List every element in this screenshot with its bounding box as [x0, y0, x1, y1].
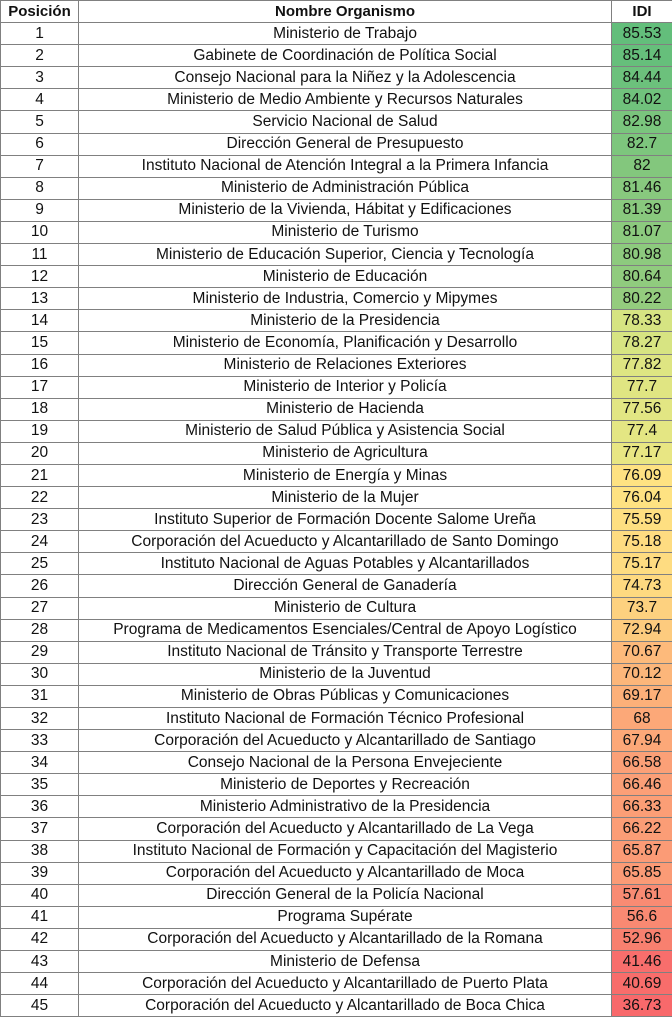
row-organism-name: Ministerio de Trabajo — [79, 23, 612, 45]
table-row — [1, 221, 672, 243]
row-idi-value: 40.69 — [612, 973, 672, 995]
row-position: 5 — [1, 111, 79, 133]
row-position: 3 — [1, 67, 79, 89]
row-idi-value: 41.46 — [612, 951, 672, 973]
row-idi-value: 36.73 — [612, 995, 672, 1017]
row-organism-name: Ministerio de Medio Ambiente y Recursos Naturales — [79, 89, 612, 111]
row-idi-value: 77.82 — [612, 354, 672, 376]
row-organism-name: Ministerio de Relaciones Exteriores — [79, 354, 612, 376]
table-row — [1, 332, 672, 354]
row-organism-name: Corporación del Acueducto y Alcantarillado de Santiago — [79, 730, 612, 752]
table-row — [1, 752, 672, 774]
row-idi-value: 52.96 — [612, 928, 672, 950]
row-organism-name: Programa Supérate — [79, 906, 612, 928]
row-idi-value: 68 — [612, 708, 672, 730]
row-idi-value: 75.17 — [612, 553, 672, 575]
table-row — [1, 575, 672, 597]
table-row — [1, 354, 672, 376]
row-organism-name: Ministerio de Salud Pública y Asistencia Social — [79, 420, 612, 442]
row-idi-value: 84.02 — [612, 89, 672, 111]
row-idi-value: 65.87 — [612, 840, 672, 862]
row-position: 9 — [1, 199, 79, 221]
table-row — [1, 266, 672, 288]
row-organism-name: Ministerio Administrativo de la Presidencia — [79, 796, 612, 818]
row-organism-name: Corporación del Acueducto y Alcantarillado de la Romana — [79, 928, 612, 950]
table-row — [1, 619, 672, 641]
row-position: 18 — [1, 398, 79, 420]
row-idi-value: 66.22 — [612, 818, 672, 840]
row-idi-value: 78.27 — [612, 332, 672, 354]
table-row — [1, 376, 672, 398]
row-organism-name: Ministerio de Turismo — [79, 221, 612, 243]
table-row — [1, 509, 672, 531]
table-row — [1, 244, 672, 266]
table-row — [1, 862, 672, 884]
row-idi-value: 80.22 — [612, 288, 672, 310]
header-row — [1, 1, 672, 23]
table-row — [1, 818, 672, 840]
row-position: 13 — [1, 288, 79, 310]
row-position: 44 — [1, 973, 79, 995]
row-organism-name: Ministerio de la Juventud — [79, 663, 612, 685]
row-position: 24 — [1, 531, 79, 553]
row-organism-name: Instituto Nacional de Formación Técnico Profesional — [79, 708, 612, 730]
row-position: 32 — [1, 708, 79, 730]
row-idi-value: 70.12 — [612, 663, 672, 685]
table-row — [1, 133, 672, 155]
row-position: 43 — [1, 951, 79, 973]
row-organism-name: Ministerio de Educación Superior, Ciencia y Tecnología — [79, 244, 612, 266]
row-position: 7 — [1, 155, 79, 177]
row-idi-value: 82.7 — [612, 133, 672, 155]
row-idi-value: 69.17 — [612, 685, 672, 707]
row-idi-value: 73.7 — [612, 597, 672, 619]
row-idi-value: 74.73 — [612, 575, 672, 597]
header-organism-name: Nombre Organismo — [79, 1, 612, 23]
row-position: 2 — [1, 45, 79, 67]
row-organism-name: Ministerio de Administración Pública — [79, 177, 612, 199]
row-position: 26 — [1, 575, 79, 597]
row-organism-name: Instituto Nacional de Aguas Potables y Alcantarillados — [79, 553, 612, 575]
row-position: 12 — [1, 266, 79, 288]
row-position: 40 — [1, 884, 79, 906]
row-position: 27 — [1, 597, 79, 619]
row-position: 10 — [1, 221, 79, 243]
row-idi-value: 66.33 — [612, 796, 672, 818]
row-organism-name: Dirección General de Ganadería — [79, 575, 612, 597]
row-position: 14 — [1, 310, 79, 332]
row-position: 34 — [1, 752, 79, 774]
row-organism-name: Ministerio de Industria, Comercio y Mipymes — [79, 288, 612, 310]
row-position: 39 — [1, 862, 79, 884]
row-idi-value: 84.44 — [612, 67, 672, 89]
row-position: 35 — [1, 774, 79, 796]
row-organism-name: Corporación del Acueducto y Alcantarillado de Puerto Plata — [79, 973, 612, 995]
table-row — [1, 23, 672, 45]
table-row — [1, 708, 672, 730]
row-idi-value: 77.7 — [612, 376, 672, 398]
row-position: 31 — [1, 685, 79, 707]
table-header — [1, 1, 672, 23]
row-idi-value: 72.94 — [612, 619, 672, 641]
row-idi-value: 70.67 — [612, 641, 672, 663]
table-row — [1, 420, 672, 442]
row-idi-value: 85.53 — [612, 23, 672, 45]
table-row — [1, 641, 672, 663]
row-organism-name: Instituto Superior de Formación Docente Salome Ureña — [79, 509, 612, 531]
row-position: 6 — [1, 133, 79, 155]
row-position: 41 — [1, 906, 79, 928]
row-organism-name: Ministerio de Deportes y Recreación — [79, 774, 612, 796]
row-organism-name: Ministerio de la Presidencia — [79, 310, 612, 332]
row-organism-name: Dirección General de Presupuesto — [79, 133, 612, 155]
row-organism-name: Ministerio de Agricultura — [79, 442, 612, 464]
row-position: 23 — [1, 509, 79, 531]
table-row — [1, 597, 672, 619]
row-idi-value: 57.61 — [612, 884, 672, 906]
row-organism-name: Ministerio de Educación — [79, 266, 612, 288]
table-row — [1, 464, 672, 486]
row-idi-value: 80.64 — [612, 266, 672, 288]
row-position: 25 — [1, 553, 79, 575]
table-row — [1, 995, 672, 1017]
row-position: 42 — [1, 928, 79, 950]
table-row — [1, 487, 672, 509]
table-row — [1, 531, 672, 553]
table-row — [1, 973, 672, 995]
row-organism-name: Servicio Nacional de Salud — [79, 111, 612, 133]
row-organism-name: Ministerio de Energía y Minas — [79, 464, 612, 486]
row-organism-name: Ministerio de la Vivienda, Hábitat y Edificaciones — [79, 199, 612, 221]
row-position: 22 — [1, 487, 79, 509]
row-idi-value: 85.14 — [612, 45, 672, 67]
row-idi-value: 81.39 — [612, 199, 672, 221]
row-organism-name: Ministerio de Economía, Planificación y Desarrollo — [79, 332, 612, 354]
table-row — [1, 89, 672, 111]
row-position: 17 — [1, 376, 79, 398]
table-row — [1, 663, 672, 685]
row-idi-value: 76.04 — [612, 487, 672, 509]
row-organism-name: Instituto Nacional de Formación y Capacitación del Magisterio — [79, 840, 612, 862]
table-row — [1, 199, 672, 221]
table-row — [1, 840, 672, 862]
row-organism-name: Ministerio de la Mujer — [79, 487, 612, 509]
row-organism-name: Ministerio de Interior y Policía — [79, 376, 612, 398]
table-row — [1, 906, 672, 928]
table-row — [1, 796, 672, 818]
table-row — [1, 442, 672, 464]
row-position: 37 — [1, 818, 79, 840]
table-row — [1, 685, 672, 707]
row-position: 8 — [1, 177, 79, 199]
table-row — [1, 928, 672, 950]
table-row — [1, 288, 672, 310]
table-row — [1, 45, 672, 67]
row-idi-value: 80.98 — [612, 244, 672, 266]
row-organism-name: Corporación del Acueducto y Alcantarillado de Santo Domingo — [79, 531, 612, 553]
row-organism-name: Ministerio de Obras Públicas y Comunicaciones — [79, 685, 612, 707]
row-organism-name: Corporación del Acueducto y Alcantarillado de Moca — [79, 862, 612, 884]
row-organism-name: Programa de Medicamentos Esenciales/Central de Apoyo Logístico — [79, 619, 612, 641]
row-idi-value: 75.59 — [612, 509, 672, 531]
row-position: 21 — [1, 464, 79, 486]
row-organism-name: Instituto Nacional de Tránsito y Transporte Terrestre — [79, 641, 612, 663]
row-organism-name: Ministerio de Defensa — [79, 951, 612, 973]
row-position: 4 — [1, 89, 79, 111]
row-position: 30 — [1, 663, 79, 685]
row-position: 11 — [1, 244, 79, 266]
row-idi-value: 66.58 — [612, 752, 672, 774]
header-position: Posición — [1, 1, 79, 23]
row-idi-value: 65.85 — [612, 862, 672, 884]
table-row — [1, 155, 672, 177]
row-idi-value: 82 — [612, 155, 672, 177]
row-position: 38 — [1, 840, 79, 862]
row-idi-value: 77.56 — [612, 398, 672, 420]
row-organism-name: Corporación del Acueducto y Alcantarillado de La Vega — [79, 818, 612, 840]
row-organism-name: Consejo Nacional para la Niñez y la Adolescencia — [79, 67, 612, 89]
row-organism-name: Ministerio de Hacienda — [79, 398, 612, 420]
table-row — [1, 111, 672, 133]
table-row — [1, 553, 672, 575]
row-idi-value: 77.17 — [612, 442, 672, 464]
table-row — [1, 774, 672, 796]
row-organism-name: Ministerio de Cultura — [79, 597, 612, 619]
row-idi-value: 81.46 — [612, 177, 672, 199]
row-idi-value: 66.46 — [612, 774, 672, 796]
row-idi-value: 81.07 — [612, 221, 672, 243]
row-position: 20 — [1, 442, 79, 464]
row-position: 33 — [1, 730, 79, 752]
row-idi-value: 75.18 — [612, 531, 672, 553]
row-position: 29 — [1, 641, 79, 663]
table-row — [1, 884, 672, 906]
row-idi-value: 56.6 — [612, 906, 672, 928]
table-row — [1, 310, 672, 332]
row-organism-name: Gabinete de Coordinación de Política Social — [79, 45, 612, 67]
row-idi-value: 78.33 — [612, 310, 672, 332]
row-position: 28 — [1, 619, 79, 641]
row-organism-name: Dirección General de la Policía Nacional — [79, 884, 612, 906]
row-idi-value: 67.94 — [612, 730, 672, 752]
row-position: 36 — [1, 796, 79, 818]
table-row — [1, 67, 672, 89]
table-row — [1, 951, 672, 973]
row-organism-name: Consejo Nacional de la Persona Envejeciente — [79, 752, 612, 774]
row-idi-value: 77.4 — [612, 420, 672, 442]
row-idi-value: 76.09 — [612, 464, 672, 486]
table-row — [1, 177, 672, 199]
row-idi-value: 82.98 — [612, 111, 672, 133]
row-position: 45 — [1, 995, 79, 1017]
row-position: 15 — [1, 332, 79, 354]
row-organism-name: Corporación del Acueducto y Alcantarillado de Boca Chica — [79, 995, 612, 1017]
row-position: 1 — [1, 23, 79, 45]
row-position: 19 — [1, 420, 79, 442]
table-row — [1, 730, 672, 752]
row-organism-name: Instituto Nacional de Atención Integral a la Primera Infancia — [79, 155, 612, 177]
header-idi: IDI — [612, 1, 672, 23]
table-row — [1, 398, 672, 420]
row-position: 16 — [1, 354, 79, 376]
table-body — [1, 23, 672, 1017]
